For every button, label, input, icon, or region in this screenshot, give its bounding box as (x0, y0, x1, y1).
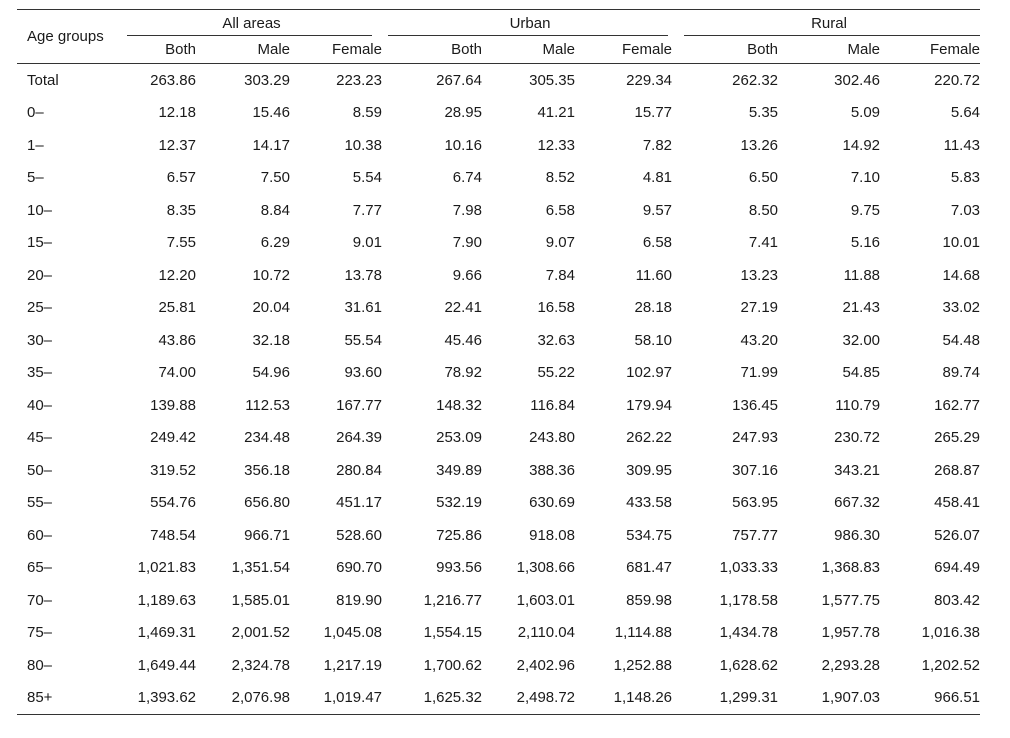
value-cell-all-both: 1,189.63 (137, 591, 196, 609)
value-cell-urban-both: 267.64 (436, 71, 482, 89)
value-cell-urban-female: 433.58 (626, 494, 673, 512)
value-cell-urban-male: 32.63 (537, 331, 575, 349)
value-cell-all-female: 55.54 (344, 331, 382, 349)
value-cell-rural-male: 343.21 (834, 461, 881, 479)
value-cell-rural-male: 11.88 (843, 266, 881, 284)
table-row (17, 682, 980, 715)
subheader-rural-female: Female (930, 41, 981, 58)
table-row (17, 227, 980, 260)
age-group-cell: 30– (27, 331, 53, 349)
value-cell-urban-female: 11.60 (635, 266, 673, 284)
age-group-cell: 10– (27, 201, 53, 219)
value-cell-urban-female: 102.97 (626, 364, 673, 382)
value-cell-rural-female: 694.49 (934, 559, 981, 577)
value-cell-rural-male: 9.75 (850, 201, 881, 219)
value-cell-urban-both: 253.09 (436, 429, 482, 447)
value-cell-urban-both: 7.90 (452, 234, 482, 252)
value-cell-rural-female: 5.83 (950, 169, 981, 187)
value-cell-all-both: 1,469.31 (137, 624, 196, 642)
value-cell-all-male: 2,324.78 (231, 656, 290, 674)
value-cell-rural-female: 89.74 (942, 364, 981, 382)
age-group-cell: 60– (27, 526, 53, 544)
value-cell-rural-both: 6.50 (748, 169, 779, 187)
value-cell-rural-male: 110.79 (835, 396, 881, 414)
value-cell-rural-both: 563.95 (732, 494, 779, 512)
age-group-cell: 45– (27, 429, 53, 447)
value-cell-rural-both: 247.93 (732, 429, 779, 447)
age-group-cell: 85+ (27, 689, 53, 707)
value-cell-urban-male: 243.80 (529, 429, 575, 447)
table-row (17, 194, 980, 227)
group-label: All areas (222, 14, 281, 32)
value-cell-urban-both: 148.32 (436, 396, 482, 414)
value-cell-all-both: 319.52 (150, 461, 196, 479)
header-row-subcolumns (17, 36, 980, 64)
table-row (17, 487, 980, 520)
age-group-cell: 40– (27, 396, 53, 414)
value-cell-rural-both: 7.41 (748, 234, 779, 252)
value-cell-rural-male: 7.10 (850, 169, 881, 187)
value-cell-all-both: 748.54 (150, 526, 196, 544)
table-row (17, 129, 980, 162)
value-cell-rural-both: 757.77 (732, 526, 779, 544)
value-cell-rural-male: 1,907.03 (821, 689, 881, 707)
value-cell-all-female: 451.17 (336, 494, 382, 512)
value-cell-rural-female: 220.72 (934, 71, 981, 89)
value-cell-urban-both: 725.86 (436, 526, 482, 544)
subheader-all-female: Female (331, 41, 382, 58)
value-cell-all-female: 1,217.19 (323, 656, 382, 674)
age-group-cell: 15– (27, 234, 53, 252)
value-cell-rural-female: 54.48 (942, 331, 981, 349)
value-cell-urban-male: 116.84 (530, 396, 575, 414)
value-cell-urban-female: 534.75 (626, 526, 673, 544)
value-cell-rural-female: 458.41 (934, 494, 981, 512)
value-cell-urban-female: 1,148.26 (613, 689, 673, 707)
value-cell-all-female: 7.77 (352, 201, 382, 219)
age-group-cell: 50– (27, 461, 53, 479)
table-row (17, 617, 980, 650)
value-cell-rural-female: 966.51 (934, 689, 981, 707)
value-cell-all-male: 20.04 (252, 299, 290, 317)
table-row (17, 64, 980, 97)
age-group-cell: 1– (27, 136, 44, 154)
subheader-all-male: Male (257, 41, 290, 58)
value-cell-rural-male: 54.85 (842, 364, 881, 382)
mortality-table-container (17, 9, 980, 715)
value-cell-all-male: 6.29 (260, 234, 290, 252)
value-cell-urban-female: 681.47 (626, 559, 673, 577)
value-cell-all-female: 280.84 (336, 461, 382, 479)
age-groups-header: Age groups (27, 28, 104, 45)
value-cell-rural-both: 307.16 (732, 461, 779, 479)
table-row (17, 454, 980, 487)
value-cell-rural-male: 667.32 (834, 494, 881, 512)
value-cell-urban-both: 1,700.62 (423, 656, 482, 674)
value-cell-rural-both: 8.50 (748, 201, 779, 219)
header-row-groups (17, 10, 980, 37)
value-cell-rural-male: 1,577.75 (821, 591, 881, 609)
value-cell-urban-both: 10.16 (444, 136, 482, 154)
value-cell-urban-female: 179.94 (626, 396, 673, 414)
value-cell-all-female: 1,045.08 (323, 624, 382, 642)
value-cell-rural-both: 1,178.58 (719, 591, 779, 609)
value-cell-urban-male: 9.07 (545, 234, 575, 252)
value-cell-all-male: 10.72 (252, 266, 290, 284)
table-header (17, 10, 980, 64)
value-cell-urban-female: 262.22 (626, 429, 673, 447)
value-cell-all-both: 12.20 (158, 266, 196, 284)
value-cell-urban-male: 7.84 (545, 266, 575, 284)
value-cell-urban-both: 78.92 (444, 364, 482, 382)
value-cell-urban-female: 28.18 (634, 299, 673, 317)
value-cell-urban-male: 1,603.01 (516, 591, 575, 609)
table-row (17, 162, 980, 195)
value-cell-rural-both: 13.26 (740, 136, 779, 154)
age-group-cell: 35– (27, 364, 53, 382)
table-row (17, 357, 980, 390)
value-cell-rural-female: 526.07 (934, 526, 981, 544)
value-cell-all-male: 15.46 (252, 104, 290, 122)
subheader-rural-male: Male (847, 41, 881, 58)
value-cell-rural-both: 5.35 (748, 104, 779, 122)
value-cell-all-both: 6.57 (166, 169, 196, 187)
age-group-cell: 5– (27, 169, 44, 187)
value-cell-urban-female: 58.10 (634, 331, 673, 349)
value-cell-all-male: 8.84 (260, 201, 290, 219)
table-row (17, 389, 980, 422)
value-cell-urban-female: 859.98 (626, 591, 673, 609)
age-group-cell: 55– (27, 494, 53, 512)
value-cell-all-male: 2,076.98 (231, 689, 290, 707)
value-cell-all-female: 167.77 (336, 396, 382, 414)
value-cell-urban-male: 6.58 (545, 201, 575, 219)
subheader-urban-female: Female (622, 41, 673, 58)
group-underline (388, 35, 668, 36)
subheader-rural-both: Both (747, 41, 779, 58)
value-cell-all-female: 10.38 (344, 136, 382, 154)
mortality-rate-table (17, 9, 980, 715)
value-cell-all-female: 8.59 (352, 104, 382, 122)
value-cell-urban-female: 229.34 (626, 71, 673, 89)
table-row (17, 519, 980, 552)
value-cell-rural-male: 2,293.28 (821, 656, 881, 674)
value-cell-rural-both: 1,434.78 (719, 624, 779, 642)
value-cell-rural-both: 13.23 (740, 266, 779, 284)
group-header-all-areas (121, 10, 382, 37)
value-cell-rural-female: 7.03 (950, 201, 981, 219)
value-cell-all-male: 112.53 (245, 396, 290, 414)
value-cell-rural-female: 11.43 (943, 136, 981, 154)
value-cell-all-female: 819.90 (336, 591, 382, 609)
value-cell-all-both: 25.81 (158, 299, 196, 317)
value-cell-urban-male: 388.36 (529, 461, 575, 479)
value-cell-urban-female: 9.57 (642, 201, 673, 219)
table-row (17, 649, 980, 682)
value-cell-urban-male: 8.52 (545, 169, 575, 187)
value-cell-rural-both: 27.19 (740, 299, 779, 317)
value-cell-rural-female: 1,016.38 (921, 624, 981, 642)
value-cell-rural-female: 10.01 (942, 234, 981, 252)
age-group-cell: 0– (27, 104, 44, 122)
value-cell-urban-male: 2,498.72 (516, 689, 575, 707)
table-row (17, 292, 980, 325)
value-cell-all-both: 8.35 (166, 201, 196, 219)
value-cell-rural-both: 1,033.33 (719, 559, 779, 577)
value-cell-rural-female: 803.42 (934, 591, 981, 609)
value-cell-rural-female: 268.87 (934, 461, 981, 479)
value-cell-urban-both: 6.74 (452, 169, 482, 187)
value-cell-urban-both: 7.98 (452, 201, 482, 219)
value-cell-rural-both: 1,299.31 (719, 689, 779, 707)
value-cell-urban-female: 15.77 (634, 104, 673, 122)
value-cell-urban-both: 532.19 (436, 494, 482, 512)
value-cell-urban-male: 55.22 (537, 364, 575, 382)
value-cell-rural-both: 43.20 (740, 331, 779, 349)
group-header-urban (382, 10, 678, 37)
value-cell-all-male: 356.18 (244, 461, 290, 479)
value-cell-urban-both: 22.41 (444, 299, 482, 317)
value-cell-all-female: 1,019.47 (323, 689, 382, 707)
value-cell-all-both: 1,649.44 (137, 656, 196, 674)
value-cell-all-female: 13.78 (344, 266, 382, 284)
value-cell-all-both: 12.37 (158, 136, 196, 154)
value-cell-all-female: 9.01 (352, 234, 382, 252)
group-label: Rural (811, 14, 847, 32)
value-cell-urban-female: 4.81 (642, 169, 673, 187)
value-cell-rural-male: 1,368.83 (821, 559, 881, 577)
value-cell-urban-female: 1,114.88 (614, 624, 673, 642)
value-cell-all-male: 2,001.52 (231, 624, 290, 642)
value-cell-rural-both: 136.45 (732, 396, 779, 414)
value-cell-all-both: 1,393.62 (137, 689, 196, 707)
value-cell-all-both: 7.55 (166, 234, 196, 252)
table-row (17, 552, 980, 585)
value-cell-urban-male: 305.35 (529, 71, 575, 89)
value-cell-all-male: 966.71 (244, 526, 290, 544)
value-cell-urban-male: 2,402.96 (516, 656, 575, 674)
age-group-cell: 80– (27, 656, 53, 674)
table-row (17, 324, 980, 357)
value-cell-all-female: 5.54 (352, 169, 382, 187)
value-cell-rural-male: 21.43 (842, 299, 881, 317)
table-row (17, 584, 980, 617)
group-underline (127, 35, 372, 36)
table-row (17, 97, 980, 130)
table-row (17, 422, 980, 455)
table-row (17, 259, 980, 292)
value-cell-all-male: 32.18 (252, 331, 290, 349)
value-cell-all-both: 139.88 (150, 396, 196, 414)
value-cell-urban-male: 41.21 (537, 104, 575, 122)
value-cell-rural-female: 14.68 (942, 266, 981, 284)
value-cell-all-female: 690.70 (336, 559, 382, 577)
value-cell-urban-female: 7.82 (642, 136, 673, 154)
value-cell-rural-male: 32.00 (842, 331, 881, 349)
age-group-cell: 65– (27, 559, 53, 577)
age-group-cell: Total (27, 71, 59, 89)
group-header-rural (678, 10, 980, 37)
value-cell-urban-male: 630.69 (529, 494, 575, 512)
value-cell-urban-male: 918.08 (529, 526, 575, 544)
value-cell-all-male: 1,351.54 (231, 559, 290, 577)
value-cell-all-both: 249.42 (150, 429, 196, 447)
value-cell-urban-both: 1,216.77 (423, 591, 482, 609)
value-cell-rural-male: 14.92 (842, 136, 881, 154)
value-cell-rural-female: 265.29 (934, 429, 981, 447)
value-cell-all-both: 554.76 (150, 494, 196, 512)
value-cell-rural-female: 1,202.52 (921, 656, 981, 674)
value-cell-rural-both: 1,628.62 (719, 656, 779, 674)
value-cell-all-female: 223.23 (336, 71, 382, 89)
value-cell-all-female: 528.60 (336, 526, 382, 544)
age-group-cell: 75– (27, 624, 53, 642)
value-cell-urban-both: 45.46 (444, 331, 482, 349)
value-cell-all-both: 74.00 (158, 364, 196, 382)
value-cell-all-both: 12.18 (158, 104, 196, 122)
age-group-cell: 70– (27, 591, 53, 609)
value-cell-all-female: 264.39 (336, 429, 382, 447)
value-cell-rural-female: 5.64 (950, 104, 981, 122)
value-cell-all-female: 31.61 (344, 299, 382, 317)
value-cell-all-male: 656.80 (244, 494, 290, 512)
value-cell-urban-male: 1,308.66 (516, 559, 575, 577)
value-cell-rural-both: 262.32 (732, 71, 779, 89)
value-cell-rural-male: 302.46 (834, 71, 881, 89)
value-cell-urban-both: 349.89 (436, 461, 482, 479)
value-cell-all-both: 1,021.83 (137, 559, 196, 577)
value-cell-urban-both: 9.66 (452, 266, 482, 284)
value-cell-all-male: 1,585.01 (231, 591, 290, 609)
value-cell-urban-both: 1,554.15 (423, 624, 482, 642)
value-cell-urban-female: 1,252.88 (613, 656, 673, 674)
value-cell-rural-both: 71.99 (740, 364, 779, 382)
value-cell-all-both: 263.86 (150, 71, 196, 89)
value-cell-rural-male: 5.16 (850, 234, 881, 252)
subheader-urban-both: Both (451, 41, 482, 58)
value-cell-rural-male: 230.72 (834, 429, 881, 447)
value-cell-urban-male: 2,110.04 (517, 624, 575, 642)
table-body (17, 64, 980, 715)
value-cell-rural-male: 5.09 (850, 104, 881, 122)
value-cell-urban-female: 309.95 (626, 461, 673, 479)
value-cell-rural-female: 33.02 (942, 299, 981, 317)
value-cell-all-male: 14.17 (252, 136, 290, 154)
age-group-cell: 25– (27, 299, 53, 317)
value-cell-rural-male: 1,957.78 (821, 624, 881, 642)
group-label: Urban (509, 14, 551, 32)
value-cell-all-male: 54.96 (252, 364, 290, 382)
value-cell-all-both: 43.86 (158, 331, 196, 349)
value-cell-all-male: 303.29 (244, 71, 290, 89)
value-cell-urban-male: 12.33 (537, 136, 575, 154)
subheader-urban-male: Male (542, 41, 575, 58)
group-underline (684, 35, 980, 36)
value-cell-all-female: 93.60 (344, 364, 382, 382)
value-cell-urban-female: 6.58 (642, 234, 673, 252)
subheader-all-both: Both (165, 41, 196, 58)
value-cell-all-male: 7.50 (260, 169, 290, 187)
value-cell-urban-both: 28.95 (444, 104, 482, 122)
value-cell-all-male: 234.48 (244, 429, 290, 447)
value-cell-urban-both: 1,625.32 (423, 689, 482, 707)
value-cell-urban-male: 16.58 (537, 299, 575, 317)
value-cell-rural-male: 986.30 (834, 526, 881, 544)
age-group-cell: 20– (27, 266, 53, 284)
value-cell-rural-female: 162.77 (934, 396, 981, 414)
value-cell-urban-both: 993.56 (436, 559, 482, 577)
